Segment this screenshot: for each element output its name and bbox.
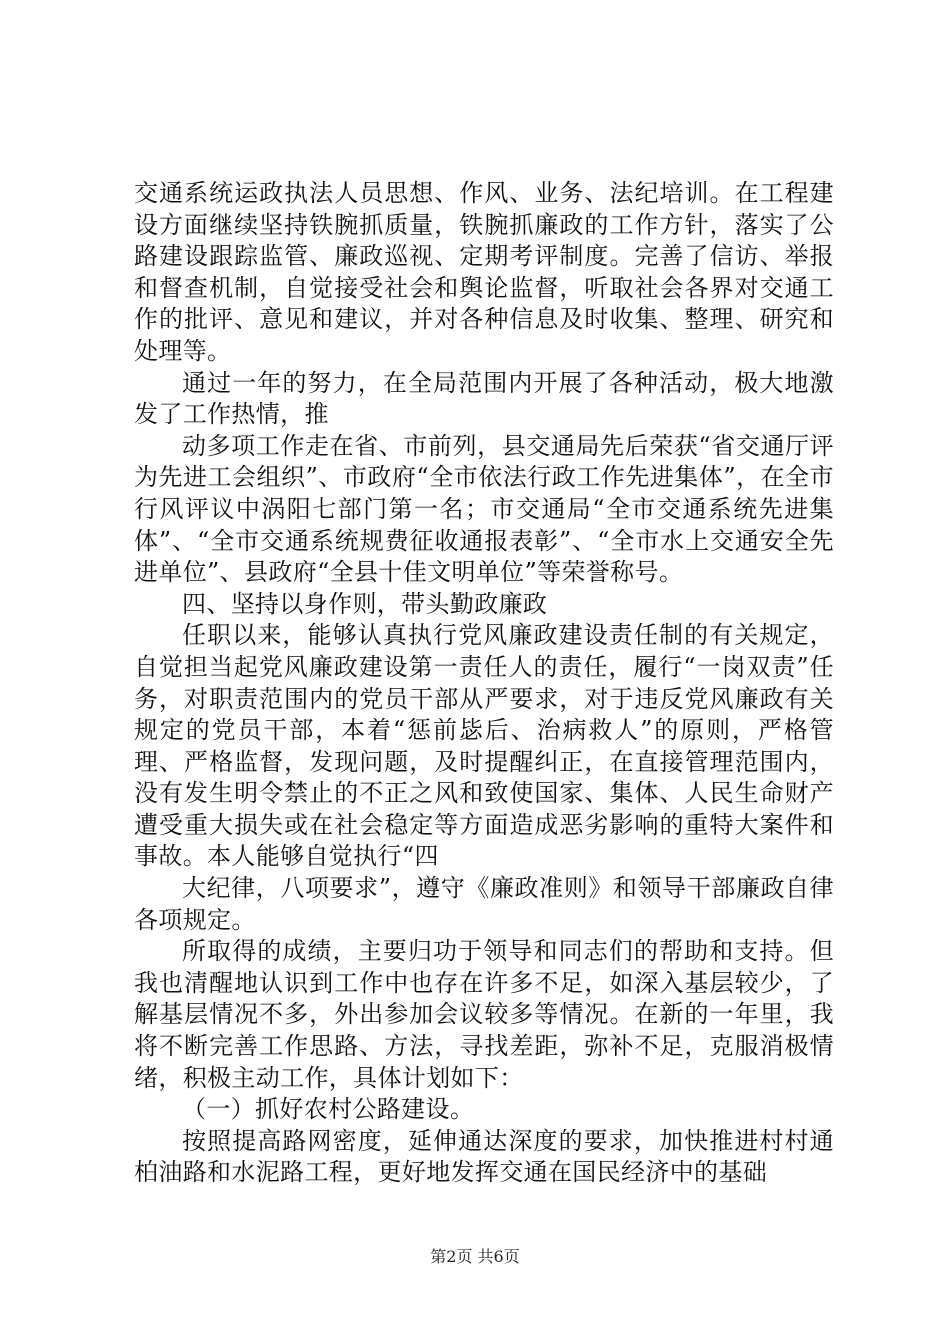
section-heading-four: 四、坚持以身作则，带头勤政廉政 (182, 589, 548, 618)
paragraph-achievements: 所取得的成绩，主要归功于领导和同志们的帮助和支持。但我也清醒地认识到工作中也存在许多不足，如深入基层较少，了解基层情况不多，外出参加会议较多等情况。在新的一年里，我将不断完善工作思路、方法，寻找差距，弥补不足，克服消极情绪，积极主动工作，具体计划如下： (134, 937, 834, 1092)
paragraph-training: 交通系统运政执法人员思想、作风、业务、法纪培训。在工程建设方面继续坚持铁腕抓质量，铁腕抓廉政的工作方针，落实了公路建设跟踪监管、廉政巡视、定期考评制度。完善了信访、举报和督查机制，自觉接受社会和舆论监督，听取社会各界对交通工作的批评、意见和建议，并对各种信息及时收集、整理、研究和处理等。 (134, 179, 834, 365)
paragraph-discipline: 大纪律，八项要求”，遵守《廉政准则》和领导干部廉政自律各项规定。 (134, 874, 834, 934)
paragraph-effort: 通过一年的努力，在全局范围内开展了各种活动，极大地激发了工作热情，推 (134, 368, 834, 429)
page-footer: 第2页 共6页 (430, 1247, 520, 1266)
paragraph-road-construction: 按照提高路网密度，延伸通达深度的要求，加快推进村村通柏油路和水泥路工程，更好地发挥交通在国民经济中的基础 (134, 1126, 834, 1187)
paragraph-integrity: 任职以来，能够认真执行党风廉政建设责任制的有关规定，自觉担当起党风廉政建设第一责任人的责任，履行“一岗双责”任务，对职责范围内的党员干部从严要求，对于违反党风廉政有关规定的党员干部，本着“惩前毖后、治病救人”的原则，严格管理、严格监督，发现问题，及时提醒纠正，在直接管理范围内，没有发生明令禁止的不正之风和致使国家、集体、人民生命财产遭受重大损失或在社会稳定等方面造成恶劣影响的重特大案件和事故。本人能够自觉执行“四 (134, 621, 834, 871)
document-body (134, 178, 834, 1189)
paragraph-honors: 动多项工作走在省、市前列，县交通局先后荣获“省交通厅评为先进工会组织”、市政府“全市依法行政工作先进集体”，在全市行风评议中涡阳七部门第一名；市交通局“全市交通系统先进集体”、“全市交通系统规费征收通报表彰”、“全市水上交通安全先进单位”、县政府“全县十佳文明单位”等荣誉称号。 (134, 431, 834, 587)
subsection-heading-one: （一）抓好农村公路建设。 (182, 1095, 475, 1124)
